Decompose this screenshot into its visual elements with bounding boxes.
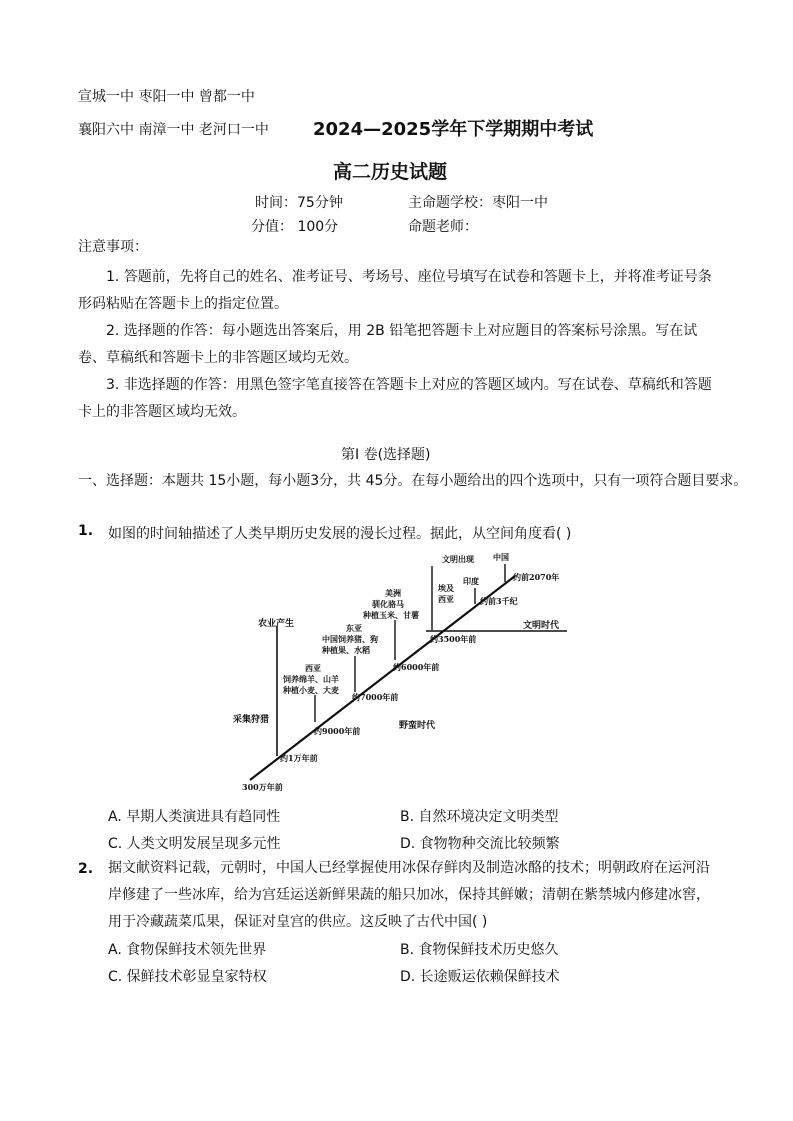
label-civ-era: 文明时代: [523, 621, 560, 631]
label-east-asia-3: 种植果、水稻: [322, 645, 370, 655]
label-west-asia-1: 西亚: [305, 663, 321, 673]
label-t3500: 约3500年前: [430, 634, 477, 644]
label-egypt-1: 埃及: [438, 583, 454, 593]
question-2-stem: 据文献资料记载，元朝时，中国人已经掌握使用冰保存鲜肉及制造冰酪的技术；明朝政府在运河沿岸修建了一些冰库，给为宫廷运送新鲜果蔬的船只加冰，保持其鲜嫩；清朝在紫禁城内修建冰窖，用于冷藏蔬菜瓜果，保证对皇宫的供应。这反映了古代中国( ): [108, 860, 710, 930]
label-west-asia-3: 种植小麦、大麦: [283, 685, 339, 695]
question-2-option-c: C. 保鲜技术彰显皇家特权: [108, 969, 267, 985]
question-2-number: 2.: [78, 861, 94, 877]
question-1-option-d: D. 食物物种交流比较频繁: [400, 836, 560, 852]
label-t3000: 约前3千纪: [480, 596, 518, 606]
label-america-2: 驯化骆马: [372, 599, 404, 609]
section-instructions: 一、选择题：本题共 15小题，每小题3分，共 45分。在每小题给出的四个选项中，只有一项符合题目要求。: [78, 473, 748, 489]
exam-title: 2024—2025学年下学期期中考试: [313, 119, 594, 140]
subject-title: 高二历史试题: [333, 161, 448, 183]
schools-line-2: 襄阳六中 南漳一中 老河口一中: [78, 122, 269, 138]
label-china: 中国: [493, 552, 509, 562]
label-t10000: 约1万年前: [280, 753, 318, 763]
label-america-3: 种植玉米、甘薯: [363, 610, 419, 620]
question-1-number: 1.: [78, 523, 94, 539]
label-agri-origin: 农业产生: [258, 619, 295, 629]
label-west-asia-2: 饲养绵羊、山羊: [283, 674, 339, 684]
label-civ-emerge: 文明出现: [442, 554, 474, 564]
teacher-label: 命题老师：: [408, 219, 478, 235]
question-2-option-d: D. 长途贩运依赖保鲜技术: [400, 969, 560, 985]
question-2-option-b: B. 食物保鲜技术历史悠久: [400, 942, 559, 958]
notice-item-2: 2. 选择题的作答：每小题选出答案后，用 2B 铅笔把答题卡上对应题目的答案标号涂黑。写在试卷、草稿纸和答题卡上的非答题区域均无效。: [78, 323, 698, 366]
label-america-1: 美洲: [385, 588, 401, 598]
notice-item-3: 3. 非选择题的作答：用黑色签字笔直接答在答题卡上对应的答题区域内。写在试卷、草稿纸和答题卡上的非答题区域均无效。: [78, 377, 712, 420]
label-egypt-2: 西亚: [438, 594, 454, 604]
schools-line-1: 宣城一中 枣阳一中 曾都一中: [78, 89, 255, 105]
notice-item-1: 1. 答题前，先将自己的姓名、准考证号、考场号、座位号填写在试卷和答题卡上，并将准考证号条形码粘贴在答题卡上的指定位置。: [78, 269, 712, 312]
question-1-option-b: B. 自然环境决定文明类型: [400, 809, 559, 825]
label-start: 300万年前: [242, 782, 283, 792]
label-india: 印度: [463, 576, 479, 586]
score-label: 分值： 100分: [251, 219, 339, 235]
timeline-figure: [225, 548, 575, 793]
label-east-asia-2: 中国饲养猪、狗: [322, 634, 378, 644]
label-t9000: 约9000年前: [314, 726, 361, 736]
label-east-asia-1: 东亚: [346, 623, 362, 633]
label-t7000: 约7000年前: [352, 692, 399, 702]
question-2-option-a: A. 食物保鲜技术领先世界: [108, 942, 267, 958]
label-t6000: 约6000年前: [393, 662, 440, 672]
school-label: 主命题学校：枣阳一中: [408, 195, 548, 211]
section-title: 第Ⅰ 卷(选择题): [341, 447, 431, 463]
label-barbaric: 野蛮时代: [399, 721, 436, 731]
question-1-option-a: A. 早期人类演进具有趋同性: [108, 809, 281, 825]
question-1-stem: 如图的时间轴描述了人类早期历史发展的漫长过程。据此，从空间角度看( ): [108, 526, 572, 542]
notice-title: 注意事项：: [78, 239, 148, 255]
time-label: 时间：75分钟: [255, 195, 343, 211]
label-hunting: 采集狩猎: [233, 715, 270, 725]
label-t2070: 约前2070年: [513, 572, 560, 582]
question-1-option-c: C. 人类文明发展呈现多元性: [108, 836, 281, 852]
